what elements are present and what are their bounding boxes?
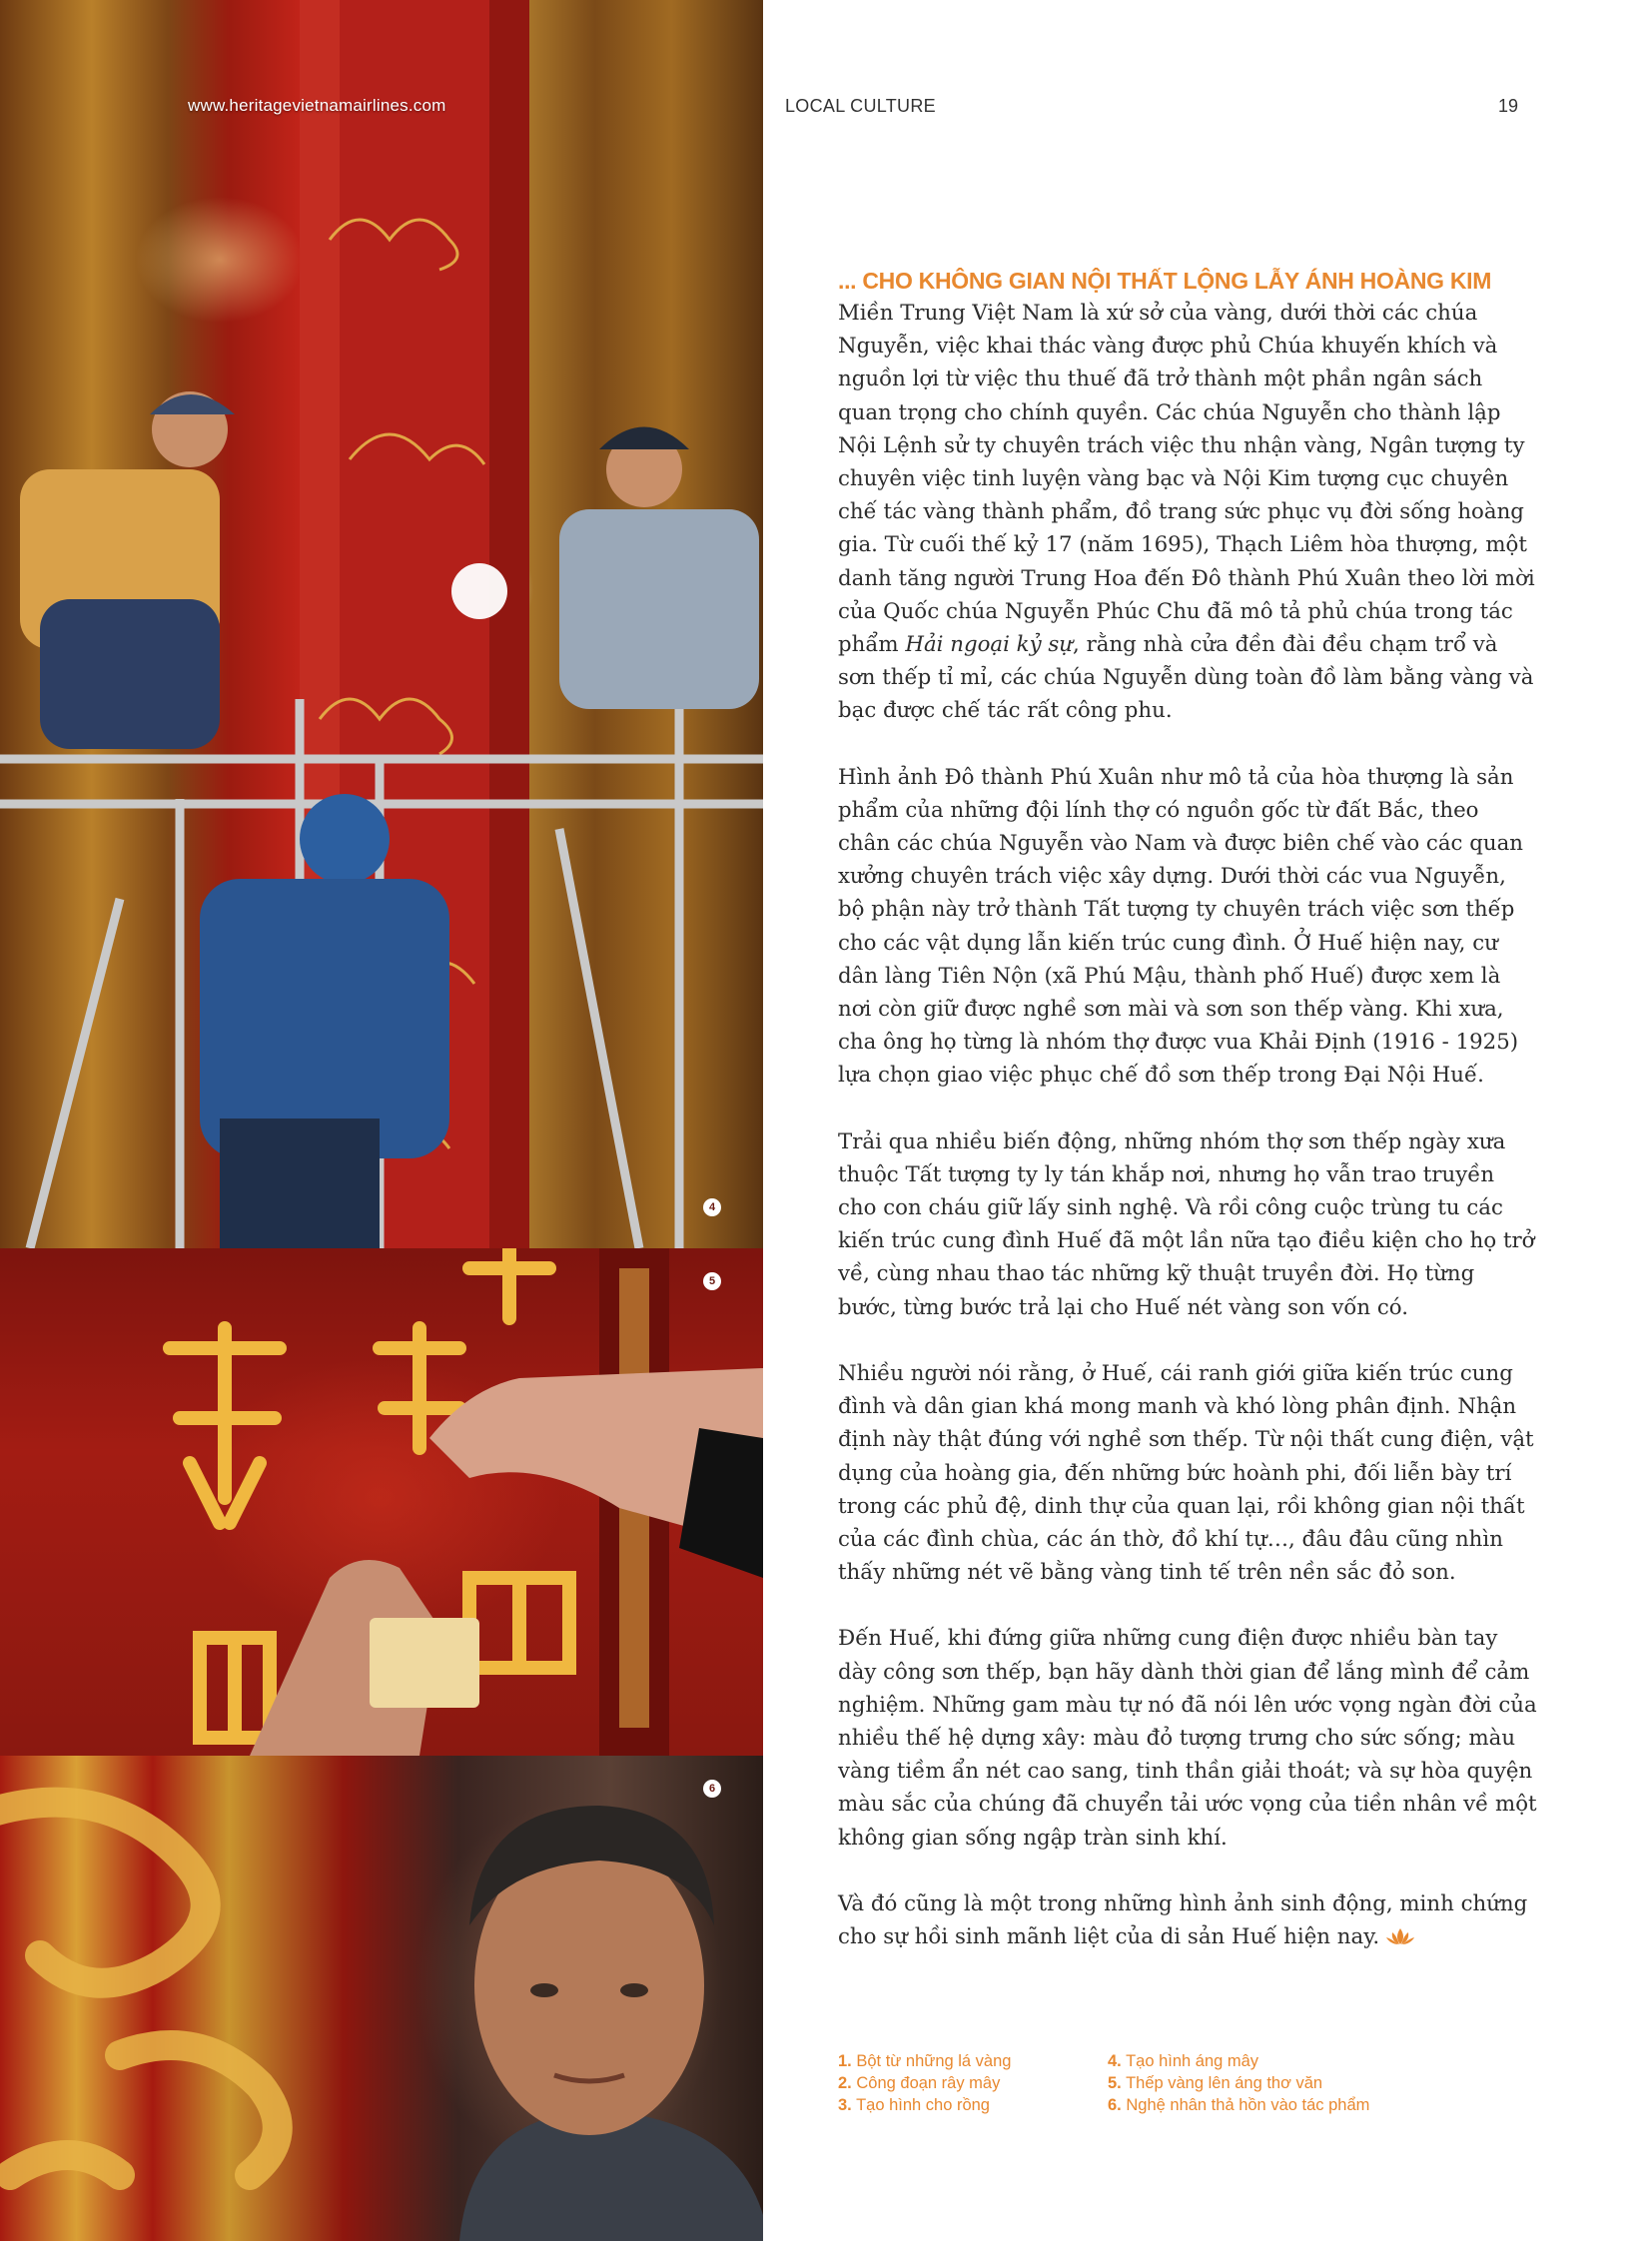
caption-text: Công đoạn rây mây (856, 2074, 1001, 2092)
caption-3 (838, 2096, 1108, 2115)
photo-number-6: 6 (703, 1780, 721, 1798)
photo-gilding-characters (0, 1248, 763, 1756)
article-paragraph-4: Nhiều người nói rằng, ở Huế, cái ranh giới giữa kiến trúc cung đình và dân gian khá mong manh và khó lòng phân định. Nhận định này thật đúng với nghề sơn thếp. Từ nội thất cung điện, vật dụng của hoàng gia, đến những bức hoành phi, đối liễn bày trí trong các phủ đệ, dinh thự của quan lại, rồi không gian nội thất của các đình chùa, các án thờ, đồ khí tự…, đâu đâu cũng nhìn thấy những nét vẽ bằng vàng tinh tế trên nền sắc đỏ son. (838, 1360, 1534, 1586)
article-paragraph-6 (838, 1887, 1537, 1956)
paragraph-text: Và đó cũng là một trong những hình ảnh sinh động, minh chứng cho sự hồi sinh mãnh liệt của di sản Huế hiện nay. (838, 1890, 1528, 1949)
paragraph-text: Miền Trung Việt Nam là xứ sở của vàng, dưới thời các chúa Nguyễn, việc khai thác vàng được phủ Chúa khuyến khích và nguồn lợi từ việc thu thuế đã trở thành một phần ngân sách quan trọng cho chính quyền. Các chúa Nguyễn cho thành lập Nội Lệnh sử ty chuyên trách việc thu nhận vàng, Ngân tượng ty chuyên việc tinh luyện vàng bạc và Nội Kim tượng cục chuyên chế tác vàng thành phẩm, đồ trang sức phục vụ đời sống hoàng gia. Từ cuối thế kỷ 17 (năm 1695), Thạch Liêm hòa thượng, một danh tăng người Trung Hoa đến Đô thành Phú Xuân theo lời mời của Quốc chúa Nguyễn Phúc Chu đã mô tả phủ chúa trong tác phẩm (838, 301, 1535, 658)
article-paragraph-3: Trải qua nhiều biến động, những nhóm thợ sơn thếp ngày xưa thuộc Tất tượng ty ly tán khắp nơi, nhưng họ vẫn trao truyền cho con cháu giữ lấy sinh nghệ. Và rồi công cuộc trùng tu các kiến trúc cung đình Huế đã một lần nữa tạo điều kiện cho họ trở về, cùng nhau thao tác những kỹ thuật truyền đời. Họ từng bước, từng bước trả lại cho Huế nét vàng son vốn có. (838, 1128, 1535, 1320)
photo-number-4: 4 (703, 1198, 721, 1216)
photo-5-illustration (0, 1248, 763, 1756)
caption-number: 3. (838, 2096, 852, 2114)
caption-number: 5. (1108, 2074, 1122, 2092)
caption-text: Thếp vàng lên áng thơ văn (1126, 2074, 1323, 2092)
caption-4 (1108, 2052, 1507, 2071)
caption-2 (838, 2074, 1108, 2093)
photo-captions (838, 2052, 1537, 2115)
photo-artisan-portrait (0, 1756, 763, 2241)
article-paragraph-5: Đến Huế, khi đứng giữa những cung điện được nhiều bàn tay dày công sơn thếp, bạn hãy dành thời gian để lắng mình để cảm nghiệm. Những gam màu tự nó đã nói lên ước vọng ngàn đời của nhiều thế hệ dựng xây: màu đỏ tượng trưng cho sức sống; màu vàng tiềm ẩn nét cao sang, tinh thần giải thoát; và sự hòa quyện màu sắc của chúng đã chuyển tải ước vọng của tiền nhân về một không gian sống ngập tràn sinh khí. (838, 1626, 1537, 1851)
article-body (838, 268, 1537, 1989)
photo-number-5: 5 (703, 1272, 721, 1290)
book-title: Hải ngoại kỷ sự (905, 632, 1074, 658)
photo-artisans-column (0, 0, 763, 1248)
photo-column (0, 0, 763, 2241)
website-url: www.heritagevietnamairlines.com (188, 96, 446, 115)
caption-number: 1. (838, 2052, 852, 2070)
caption-number: 4. (1108, 2052, 1122, 2070)
caption-text: Tạo hình áng mây (1126, 2052, 1259, 2070)
caption-6 (1108, 2096, 1507, 2115)
photo-4-illustration (0, 0, 763, 1248)
article-paragraph-1 (838, 297, 1537, 728)
photo-6-illustration (0, 1756, 763, 2241)
paragraph-text: , rằng nhà cửa đền đài đều chạm trổ và sơn thếp tỉ mỉ, các chúa Nguyễn dùng toàn đồ làm bằng vàng và bạc được chế tác rất công phu. (838, 632, 1534, 724)
section-label: LOCAL CULTURE (785, 96, 936, 116)
article-heading: ... CHO KHÔNG GIAN NỘI THẤT LỘNG LẪY ÁNH HOÀNG KIM (838, 268, 1492, 294)
page-number: 19 (1498, 96, 1519, 116)
caption-number: 6. (1108, 2096, 1122, 2114)
caption-number: 2. (838, 2074, 852, 2092)
lotus-icon (1385, 1923, 1415, 1956)
article-paragraph-2: Hình ảnh Đô thành Phú Xuân như mô tả của hòa thượng là sản phẩm của những đội lính thợ có nguồn gốc từ đất Bắc, theo chân các chúa Nguyễn vào Nam và được biên chế vào các quan xưởng chuyên trách việc xây dựng. Dưới thời các vua Nguyễn, bộ phận này trở thành Tất tượng ty chuyên trách việc sơn thếp cho các vật dụng lẫn kiến trúc cung đình. Ở Huế hiện nay, cư dân làng Tiên Nộn (xã Phú Mậu, thành phố Huế) được xem là nơi còn giữ được nghề sơn mài và sơn son thếp vàng. Khi xưa, cha ông họ từng là nhóm thợ được vua Khải Định (1916 - 1925) lựa chọn giao việc phục chế đồ sơn thếp trong Đại Nội Huế. (838, 764, 1524, 1089)
caption-text: Nghệ nhân thả hồn vào tác phẩm (1126, 2096, 1370, 2114)
caption-1 (838, 2052, 1108, 2071)
caption-5 (1108, 2074, 1507, 2093)
caption-text: Bột từ những lá vàng (856, 2052, 1012, 2070)
caption-text: Tạo hình cho rồng (856, 2096, 990, 2114)
